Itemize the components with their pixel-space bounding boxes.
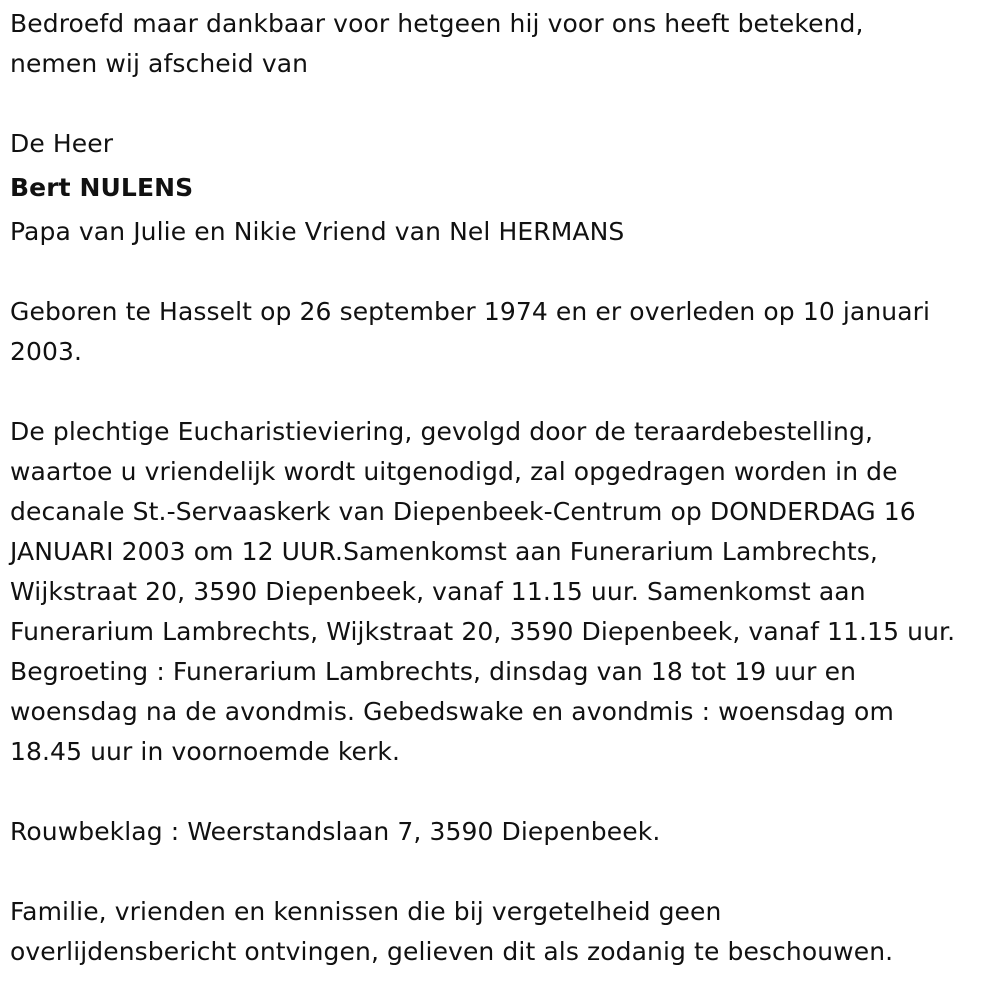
intro-line: Bedroefd maar dankbaar voor hetgeen hij voor ons heeft betekend, bbox=[10, 9, 864, 38]
relations: Papa van Julie en Nikie Vriend van Nel HERMANS bbox=[10, 217, 625, 246]
ceremony-line: Funerarium Lambrechts, Wijkstraat 20, 3590 Diepenbeek, vanaf 11.15 uur. bbox=[10, 617, 956, 646]
salutation: De Heer bbox=[10, 129, 114, 158]
spacer bbox=[10, 84, 990, 124]
closing-line: Familie, vrienden en kennissen die bij vergetelheid geen bbox=[10, 897, 722, 926]
ceremony-line: 18.45 uur in voornoemde kerk. bbox=[10, 737, 401, 766]
intro-paragraph bbox=[10, 4, 990, 84]
ceremony-line: Wijkstraat 20, 3590 Diepenbeek, vanaf 11.15 uur. Samenkomst aan bbox=[10, 577, 866, 606]
spacer bbox=[10, 252, 990, 292]
ceremony-line: waartoe u vriendelijk wordt uitgenodigd, zal opgedragen worden in de bbox=[10, 457, 898, 486]
spacer bbox=[10, 372, 990, 412]
birth-death-line: 2003. bbox=[10, 337, 83, 366]
ceremony-line: JANUARI 2003 om 12 UUR.Samenkomst aan Funerarium Lambrechts, bbox=[10, 537, 878, 566]
ceremony-line: woensdag na de avondmis. Gebedswake en avondmis : woensdag om bbox=[10, 697, 894, 726]
ceremony-line: decanale St.-Servaaskerk van Diepenbeek-Centrum op DONDERDAG 16 bbox=[10, 497, 916, 526]
deceased-name: Bert NULENS bbox=[10, 173, 194, 202]
ceremony-line: Begroeting : Funerarium Lambrechts, dinsdag van 18 tot 19 uur en bbox=[10, 657, 857, 686]
ceremony-paragraph bbox=[10, 412, 990, 772]
birth-death-line: Geboren te Hasselt op 26 september 1974 en er overleden op 10 januari bbox=[10, 297, 931, 326]
birth-death-paragraph bbox=[10, 292, 990, 372]
spacer bbox=[10, 772, 990, 812]
closing-paragraph bbox=[10, 892, 990, 972]
intro-line: nemen wij afscheid van bbox=[10, 49, 309, 78]
ceremony-line: De plechtige Eucharistieviering, gevolgd door de teraardebestelling, bbox=[10, 417, 873, 446]
closing-line: overlijdensbericht ontvingen, gelieven dit als zodanig te beschouwen. bbox=[10, 937, 894, 966]
condolence-address: Rouwbeklag : Weerstandslaan 7, 3590 Diepenbeek. bbox=[10, 817, 661, 846]
spacer bbox=[10, 852, 990, 892]
